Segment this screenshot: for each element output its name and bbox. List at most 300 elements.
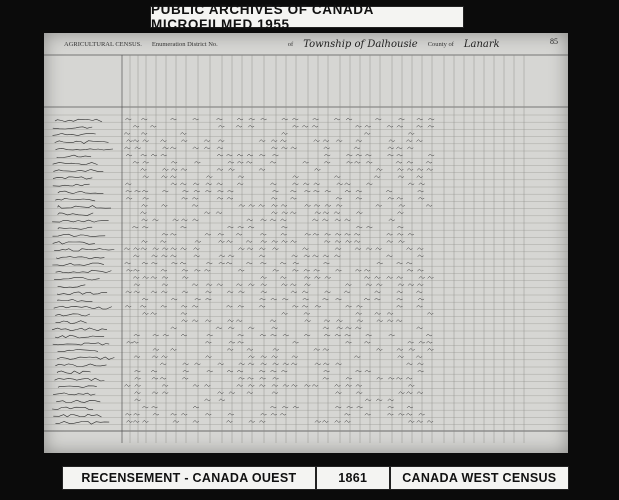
handwritten-figure-mark	[428, 348, 434, 350]
handwritten-figure-mark	[194, 363, 200, 365]
handwritten-figure-mark	[134, 248, 140, 250]
handwritten-figure-mark	[398, 413, 404, 415]
handwritten-figure-mark	[204, 269, 210, 271]
handwritten-figure-mark	[218, 140, 224, 142]
handwritten-figure-mark	[406, 413, 412, 415]
handwritten-figure-mark	[377, 377, 383, 379]
handwritten-name-mark	[54, 278, 100, 281]
handwritten-figure-mark	[125, 305, 131, 307]
census-table-grid	[44, 33, 568, 453]
handwritten-figure-mark	[281, 226, 287, 228]
handwritten-figure-mark	[428, 276, 434, 278]
handwritten-figure-mark	[344, 413, 350, 415]
handwritten-figure-mark	[162, 168, 168, 170]
handwritten-figure-mark	[406, 363, 412, 365]
handwritten-figure-mark	[192, 197, 198, 199]
handwritten-figure-mark	[290, 197, 296, 199]
handwritten-figure-mark	[364, 132, 370, 134]
handwritten-figure-mark	[270, 320, 276, 322]
handwritten-figure-mark	[135, 147, 141, 149]
handwritten-figure-mark	[336, 140, 342, 142]
handwritten-figure-mark	[324, 161, 330, 163]
handwritten-figure-mark	[282, 212, 288, 214]
handwritten-figure-mark	[193, 219, 199, 221]
handwritten-figure-mark	[282, 312, 288, 314]
handwritten-figure-mark	[388, 377, 394, 379]
handwritten-figure-mark	[135, 399, 141, 401]
handwritten-figure-mark	[162, 384, 168, 386]
handwritten-figure-mark	[126, 190, 132, 192]
handwritten-name-mark	[58, 206, 111, 209]
handwritten-figure-mark	[354, 147, 360, 149]
handwritten-figure-mark	[396, 320, 402, 322]
handwritten-figure-mark	[259, 384, 265, 386]
handwritten-figure-mark	[322, 219, 328, 221]
handwritten-figure-mark	[347, 406, 353, 408]
handwritten-figure-mark	[282, 118, 288, 120]
handwritten-figure-mark	[399, 392, 405, 394]
handwritten-figure-mark	[143, 276, 149, 278]
handwritten-name-mark	[53, 133, 96, 135]
handwritten-figure-mark	[324, 320, 330, 322]
handwritten-figure-mark	[312, 255, 318, 257]
handwritten-name-mark	[57, 292, 107, 295]
handwritten-figure-mark	[356, 212, 362, 214]
handwritten-figure-mark	[260, 262, 266, 264]
handwritten-figure-mark	[142, 298, 148, 300]
handwritten-name-mark	[52, 328, 107, 331]
handwritten-figure-mark	[181, 413, 187, 415]
handwritten-figure-mark	[182, 320, 188, 322]
handwritten-figure-mark	[173, 219, 179, 221]
handwritten-figure-mark	[218, 233, 224, 235]
handwritten-figure-mark	[162, 392, 168, 394]
handwritten-figure-mark	[428, 154, 434, 156]
handwritten-figure-mark	[406, 248, 412, 250]
handwritten-figure-mark	[408, 384, 414, 386]
handwritten-figure-mark	[272, 327, 278, 329]
handwritten-figure-mark	[271, 147, 277, 149]
handwritten-figure-mark	[140, 305, 146, 307]
handwritten-figure-mark	[304, 269, 310, 271]
handwritten-figure-mark	[247, 377, 253, 379]
handwritten-figure-mark	[364, 276, 370, 278]
handwritten-figure-mark	[282, 298, 288, 300]
handwritten-figure-mark	[270, 219, 276, 221]
handwritten-figure-mark	[126, 291, 132, 293]
handwritten-name-mark	[55, 378, 105, 381]
handwritten-figure-mark	[397, 168, 403, 170]
handwritten-figure-mark	[270, 183, 276, 185]
handwritten-figure-mark	[271, 140, 277, 142]
handwritten-figure-mark	[261, 219, 267, 221]
handwritten-figure-mark	[374, 276, 380, 278]
handwritten-name-mark	[53, 127, 92, 129]
handwritten-figure-mark	[127, 341, 133, 343]
handwritten-figure-mark	[334, 176, 340, 178]
handwritten-figure-mark	[292, 356, 298, 358]
handwritten-figure-mark	[324, 147, 330, 149]
handwritten-figure-mark	[134, 291, 140, 293]
handwritten-figure-mark	[152, 255, 158, 257]
handwritten-figure-mark	[207, 334, 213, 336]
handwritten-figure-mark	[281, 240, 287, 242]
handwritten-figure-mark	[356, 190, 362, 192]
handwritten-figure-mark	[238, 226, 244, 228]
handwritten-figure-mark	[227, 226, 233, 228]
handwritten-figure-mark	[194, 190, 200, 192]
handwritten-figure-mark	[416, 356, 422, 358]
handwritten-figure-mark	[170, 233, 176, 235]
handwritten-figure-mark	[134, 413, 140, 415]
handwritten-figure-mark	[226, 262, 232, 264]
handwritten-figure-mark	[125, 262, 131, 264]
handwritten-figure-mark	[133, 269, 139, 271]
handwritten-figure-mark	[280, 140, 286, 142]
handwritten-figure-mark	[416, 291, 422, 293]
handwritten-figure-mark	[204, 140, 210, 142]
handwritten-figure-mark	[397, 212, 403, 214]
handwritten-figure-mark	[134, 334, 140, 336]
handwritten-figure-mark	[280, 413, 286, 415]
handwritten-figure-mark	[161, 204, 167, 206]
handwritten-figure-mark	[170, 147, 176, 149]
handwritten-figure-mark	[418, 255, 424, 257]
handwritten-figure-mark	[280, 276, 286, 278]
handwritten-figure-mark	[335, 384, 341, 386]
handwritten-figure-mark	[227, 240, 233, 242]
handwritten-figure-mark	[133, 276, 139, 278]
handwritten-name-mark	[58, 386, 97, 388]
handwritten-figure-mark	[356, 154, 362, 156]
handwritten-name-mark	[55, 421, 109, 424]
handwritten-figure-mark	[134, 356, 140, 358]
handwritten-figure-mark	[272, 190, 278, 192]
handwritten-figure-mark	[236, 284, 242, 286]
handwritten-figure-mark	[345, 284, 351, 286]
handwritten-figure-mark	[205, 356, 211, 358]
handwritten-figure-mark	[281, 132, 287, 134]
handwritten-figure-mark	[290, 190, 296, 192]
handwritten-figure-mark	[364, 341, 370, 343]
handwritten-figure-mark	[124, 132, 130, 134]
handwritten-figure-mark	[322, 420, 328, 422]
handwritten-figure-mark	[407, 168, 413, 170]
handwritten-figure-mark	[238, 334, 244, 336]
handwritten-figure-mark	[162, 248, 168, 250]
handwritten-figure-mark	[407, 147, 413, 149]
handwritten-figure-mark	[355, 269, 361, 271]
handwritten-figure-mark	[272, 392, 278, 394]
handwritten-name-mark	[53, 242, 95, 245]
handwritten-figure-mark	[356, 312, 362, 314]
handwritten-figure-mark	[181, 140, 187, 142]
microfilm-header-banner	[150, 2, 464, 32]
handwritten-figure-mark	[260, 233, 266, 235]
handwritten-figure-mark	[205, 298, 211, 300]
handwritten-figure-mark	[204, 212, 210, 214]
handwritten-name-mark	[53, 414, 101, 417]
handwritten-figure-mark	[397, 262, 403, 264]
handwritten-figure-mark	[206, 176, 212, 178]
handwritten-figure-mark	[205, 413, 211, 415]
handwritten-figure-mark	[406, 377, 412, 379]
handwritten-figure-mark	[313, 190, 319, 192]
handwritten-figure-mark	[304, 190, 310, 192]
handwritten-figure-mark	[125, 413, 131, 415]
handwritten-figure-mark	[132, 341, 138, 343]
handwritten-figure-mark	[344, 291, 350, 293]
handwritten-name-mark	[53, 184, 90, 186]
handwritten-figure-mark	[135, 384, 141, 386]
handwritten-figure-mark	[192, 284, 198, 286]
handwritten-figure-mark	[126, 269, 132, 271]
form-title: AGRICULTURAL CENSUS.	[64, 40, 142, 48]
handwritten-figure-mark	[142, 190, 148, 192]
handwritten-figure-mark	[228, 413, 234, 415]
handwritten-name-mark	[55, 321, 86, 324]
handwritten-figure-mark	[259, 370, 265, 372]
handwritten-figure-mark	[396, 377, 402, 379]
handwritten-figure-mark	[418, 370, 424, 372]
handwritten-figure-mark	[162, 233, 168, 235]
handwritten-figure-mark	[314, 183, 320, 185]
handwritten-figure-mark	[335, 420, 341, 422]
handwritten-figure-mark	[366, 161, 372, 163]
handwritten-figure-mark	[397, 233, 403, 235]
handwritten-figure-mark	[272, 204, 278, 206]
handwritten-figure-mark	[227, 348, 233, 350]
handwritten-figure-mark	[417, 327, 423, 329]
handwritten-figure-mark	[261, 356, 267, 358]
handwritten-figure-mark	[134, 392, 140, 394]
handwritten-figure-mark	[161, 291, 167, 293]
handwritten-name-mark	[56, 148, 113, 150]
handwritten-figure-mark	[141, 168, 147, 170]
handwritten-figure-mark	[272, 154, 278, 156]
handwritten-figure-mark	[135, 377, 141, 379]
handwritten-figure-mark	[160, 363, 166, 365]
handwritten-figure-mark	[386, 190, 392, 192]
handwritten-figure-mark	[427, 312, 433, 314]
handwritten-figure-mark	[325, 233, 331, 235]
handwritten-name-mark	[58, 227, 92, 229]
handwritten-figure-mark	[181, 248, 187, 250]
handwritten-figure-mark	[170, 255, 176, 257]
handwritten-figure-mark	[205, 190, 211, 192]
handwritten-figure-mark	[206, 183, 212, 185]
handwritten-figure-mark	[259, 140, 265, 142]
handwritten-figure-mark	[376, 399, 382, 401]
handwritten-figure-mark	[272, 384, 278, 386]
handwritten-figure-mark	[271, 334, 277, 336]
handwritten-figure-mark	[217, 190, 223, 192]
handwritten-figure-mark	[357, 406, 363, 408]
handwritten-figure-mark	[302, 305, 308, 307]
handwritten-figure-mark	[355, 125, 361, 127]
handwritten-figure-mark	[396, 147, 402, 149]
handwritten-figure-mark	[204, 399, 210, 401]
handwritten-figure-mark	[238, 377, 244, 379]
handwritten-figure-mark	[355, 327, 361, 329]
handwritten-figure-mark	[195, 298, 201, 300]
handwritten-figure-mark	[345, 219, 351, 221]
handwritten-figure-mark	[426, 161, 432, 163]
handwritten-figure-mark	[376, 284, 382, 286]
handwritten-figure-mark	[261, 284, 267, 286]
handwritten-figure-mark	[248, 356, 254, 358]
handwritten-figure-mark	[323, 262, 329, 264]
handwritten-figure-mark	[419, 413, 425, 415]
handwritten-figure-mark	[135, 190, 141, 192]
handwritten-figure-mark	[304, 384, 310, 386]
handwritten-figure-mark	[304, 284, 310, 286]
handwritten-figure-mark	[236, 233, 242, 235]
handwritten-figure-mark	[416, 140, 422, 142]
handwritten-figure-mark	[282, 406, 288, 408]
handwritten-name-mark	[57, 155, 91, 157]
handwritten-figure-mark	[248, 384, 254, 386]
handwritten-figure-mark	[376, 204, 382, 206]
handwritten-figure-mark	[335, 233, 341, 235]
handwritten-figure-mark	[397, 226, 403, 228]
handwritten-figure-mark	[303, 183, 309, 185]
handwritten-figure-mark	[291, 240, 297, 242]
handwritten-figure-mark	[142, 262, 148, 264]
handwritten-figure-mark	[161, 356, 167, 358]
handwritten-figure-mark	[388, 197, 394, 199]
handwritten-figure-mark	[182, 269, 188, 271]
handwritten-figure-mark	[354, 161, 360, 163]
handwritten-figure-mark	[271, 212, 277, 214]
handwritten-figure-mark	[261, 240, 267, 242]
handwritten-figure-mark	[406, 392, 412, 394]
handwritten-figure-mark	[336, 363, 342, 365]
handwritten-figure-mark	[142, 406, 148, 408]
handwritten-figure-mark	[151, 262, 157, 264]
handwritten-figure-mark	[346, 384, 352, 386]
handwritten-figure-mark	[204, 147, 210, 149]
handwritten-figure-mark	[374, 298, 380, 300]
handwritten-figure-mark	[324, 154, 330, 156]
handwritten-figure-mark	[133, 255, 139, 257]
handwritten-figure-mark	[281, 147, 287, 149]
handwritten-figure-mark	[304, 334, 310, 336]
handwritten-figure-mark	[417, 248, 423, 250]
handwritten-figure-mark	[124, 147, 130, 149]
handwritten-figure-mark	[398, 176, 404, 178]
handwritten-figure-mark	[228, 320, 234, 322]
handwritten-figure-mark	[387, 154, 393, 156]
handwritten-figure-mark	[239, 363, 245, 365]
handwritten-figure-mark	[336, 320, 342, 322]
handwritten-figure-mark	[143, 161, 149, 163]
census-sheet	[44, 33, 568, 453]
handwritten-figure-mark	[259, 154, 265, 156]
handwritten-figure-mark	[206, 262, 212, 264]
handwritten-figure-mark	[397, 305, 403, 307]
handwritten-figure-mark	[366, 248, 372, 250]
handwritten-figure-mark	[408, 284, 414, 286]
handwritten-figure-mark	[227, 190, 233, 192]
handwritten-figure-mark	[280, 219, 286, 221]
handwritten-name-mark	[53, 343, 109, 345]
handwritten-figure-mark	[313, 118, 319, 120]
handwritten-figure-mark	[324, 334, 330, 336]
handwritten-figure-mark	[292, 305, 298, 307]
handwritten-figure-mark	[406, 262, 412, 264]
handwritten-figure-mark	[246, 240, 252, 242]
handwritten-figure-mark	[273, 363, 279, 365]
handwritten-figure-mark	[356, 305, 362, 307]
handwritten-name-mark	[56, 270, 112, 273]
handwritten-figure-mark	[397, 154, 403, 156]
handwritten-name-mark	[53, 162, 98, 164]
handwritten-name-mark	[53, 169, 103, 171]
handwritten-figure-mark	[356, 370, 362, 372]
handwritten-figure-mark	[398, 356, 404, 358]
handwritten-figure-mark	[153, 248, 159, 250]
handwritten-figure-mark	[181, 219, 187, 221]
handwritten-figure-mark	[270, 370, 276, 372]
handwritten-figure-mark	[183, 363, 189, 365]
handwritten-figure-mark	[261, 276, 267, 278]
handwritten-figure-mark	[354, 240, 360, 242]
handwritten-figure-mark	[228, 161, 234, 163]
handwritten-figure-mark	[408, 233, 414, 235]
handwritten-figure-mark	[192, 320, 198, 322]
handwritten-name-mark	[52, 263, 104, 266]
handwritten-figure-mark	[345, 341, 351, 343]
handwritten-figure-mark	[270, 406, 276, 408]
handwritten-figure-mark	[314, 348, 320, 350]
handwritten-name-mark	[58, 213, 94, 216]
handwritten-figure-mark	[374, 176, 380, 178]
handwritten-figure-mark	[408, 132, 414, 134]
handwritten-figure-mark	[336, 298, 342, 300]
handwritten-name-mark	[53, 393, 95, 395]
handwritten-figure-mark	[163, 147, 169, 149]
handwritten-figure-mark	[322, 298, 328, 300]
handwritten-figure-mark	[246, 161, 252, 163]
handwritten-figure-mark	[292, 269, 298, 271]
handwritten-figure-mark	[386, 255, 392, 257]
handwritten-figure-mark	[387, 276, 393, 278]
handwritten-figure-mark	[194, 269, 200, 271]
handwritten-figure-mark	[417, 284, 423, 286]
township-value: Township of Dalhousie	[303, 38, 418, 50]
handwritten-figure-mark	[406, 140, 412, 142]
handwritten-figure-mark	[249, 204, 255, 206]
handwritten-figure-mark	[305, 204, 311, 206]
handwritten-figure-mark	[170, 176, 176, 178]
handwritten-figure-mark	[238, 341, 244, 343]
handwritten-figure-mark	[314, 204, 320, 206]
handwritten-figure-mark	[354, 233, 360, 235]
handwritten-figure-mark	[417, 363, 423, 365]
handwritten-figure-mark	[141, 132, 147, 134]
handwritten-figure-mark	[323, 363, 329, 365]
handwritten-figure-mark	[126, 197, 132, 199]
handwritten-figure-mark	[125, 183, 131, 185]
handwritten-figure-mark	[336, 204, 342, 206]
handwritten-name-mark	[58, 191, 104, 194]
handwritten-figure-mark	[426, 204, 432, 206]
handwritten-figure-mark	[418, 190, 424, 192]
handwritten-figure-mark	[399, 240, 405, 242]
handwritten-name-mark	[58, 299, 93, 301]
handwritten-figure-mark	[248, 327, 254, 329]
